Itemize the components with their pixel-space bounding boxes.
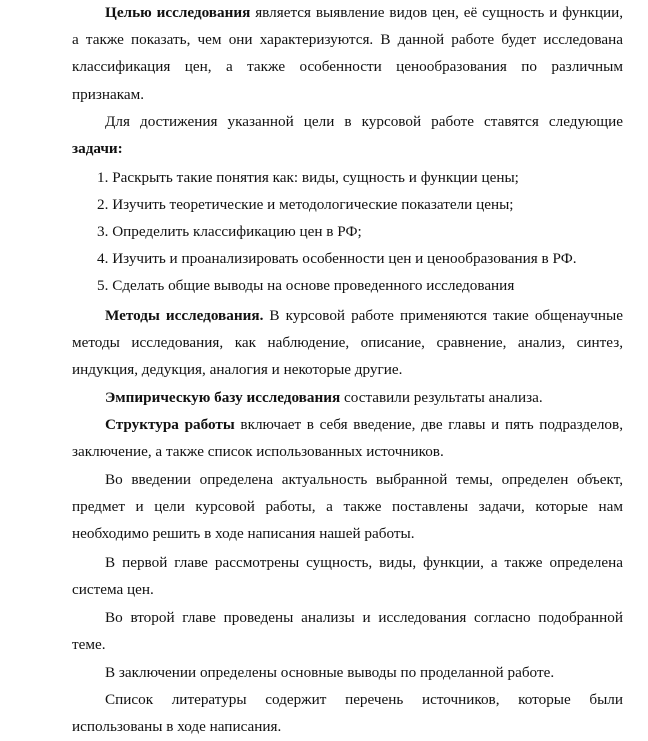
- methods-text: В курсовой работе применяются такие общенаучные методы исследования, как наблюдение, описание, сравнение, анализ, синтез, индукция, дедукция, аналогия и некоторые другие.: [72, 307, 623, 379]
- structure-paragraph: [72, 411, 623, 465]
- task-item: 3. Определить классификацию цен в РФ;: [97, 223, 362, 240]
- goal-paragraph: [72, 0, 623, 108]
- goal-label: Целью исследования: [105, 4, 251, 21]
- methods-label: Методы исследования.: [105, 307, 264, 324]
- task-item: 5. Сделать общие выводы на основе проведенного исследования: [97, 277, 515, 294]
- chapter-two-paragraph: Во второй главе проведены анализы и исследования согласно подобранной теме.: [72, 609, 623, 654]
- goal-text: является выявление видов цен, её сущность и функции, а также показать, чем они характеризуются. В данной работе будет исследована классификация цен, а также особенности ценообразования по различным признакам.: [72, 4, 623, 103]
- tasks-label: задачи:: [72, 140, 123, 158]
- task-item: 2. Изучить теоретические и методологические показатели цены;: [97, 196, 514, 213]
- structure-label: Структура работы: [105, 416, 235, 433]
- empirical-paragraph: [72, 384, 623, 411]
- structure-text: включает в себя введение, две главы и пять подразделов, заключение, а также список использованных источников.: [72, 416, 623, 461]
- methods-paragraph: [72, 302, 623, 384]
- literature-paragraph: Список литературы содержит перечень источников, которые были использованы в ходе написания.: [72, 691, 623, 736]
- task-item: 4. Изучить и проанализировать особенности цен и ценообразования в РФ.: [97, 250, 577, 267]
- empirical-text: составили результаты анализа.: [340, 389, 543, 406]
- chapter-one-paragraph: В первой главе рассмотрены сущность, виды, функции, а также определена система цен.: [72, 554, 623, 599]
- intro-chapter-paragraph: Во введении определена актуальность выбранной темы, определен объект, предмет и цели курсовой работы, а также поставлены задачи, которые нам необходимо решить в ходе написания нашей работы.: [72, 471, 623, 543]
- tasks-intro-paragraph: [72, 108, 623, 162]
- empirical-label: Эмпирическую базу исследования: [105, 389, 341, 406]
- task-item: 1. Раскрыть такие понятия как: виды, сущность и функции цены;: [97, 169, 519, 186]
- tasks-intro-text: Для достижения указанной цели в курсовой работе ставятся следующие: [105, 113, 623, 130]
- conclusion-paragraph: В заключении определены основные выводы по проделанной работе.: [105, 664, 555, 681]
